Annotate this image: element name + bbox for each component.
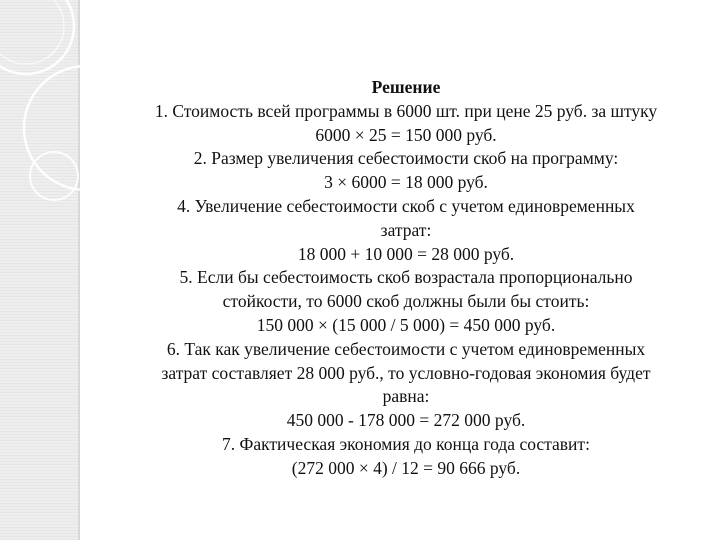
step-7-calc: (272 000 × 4) / 12 = 90 666 руб.: [291, 457, 521, 478]
step-1-calc: 6000 × 25 = 150 000 руб.: [315, 124, 497, 145]
step-5-text: 5. Если бы себестоимость скоб возрастала пропорционально: [179, 267, 633, 288]
step-7-text: 7. Фактическая экономия до конца года составит:: [222, 433, 590, 454]
decor-circle-small: [30, 152, 78, 200]
step-6-text-end: равна:: [382, 386, 430, 407]
step-1-text: 1. Стоимость всей программы в 6000 шт. при цене 25 руб. за штуку: [154, 100, 658, 121]
step-6-text: 6. Так как увеличение себестоимости с учетом единовременных: [166, 338, 646, 359]
step-5-text-cont: стойкости, то 6000 скоб должны были бы стоить:: [222, 291, 590, 312]
step-2-calc: 3 × 6000 = 18 000 руб.: [324, 172, 488, 193]
step-2-text: 2. Размер увеличения себестоимости скоб на программу:: [193, 148, 619, 169]
slide-title: Решение: [371, 77, 441, 97]
slide-content: [96, 76, 716, 481]
step-4-text-cont: затрат:: [380, 219, 432, 240]
step-5-calc: 150 000 × (15 000 / 5 000) = 450 000 руб.: [256, 314, 556, 335]
step-6-text-cont: затрат составляет 28 000 руб., то условно-годовая экономия будет: [161, 362, 651, 383]
step-6-calc: 450 000 - 178 000 = 272 000 руб.: [286, 410, 526, 431]
step-4-calc: 18 000 + 10 000 = 28 000 руб.: [297, 243, 515, 264]
step-4-text: 4. Увеличение себестоимости скоб с учетом единовременных: [177, 195, 635, 216]
decor-circle-inner: [0, 0, 64, 64]
